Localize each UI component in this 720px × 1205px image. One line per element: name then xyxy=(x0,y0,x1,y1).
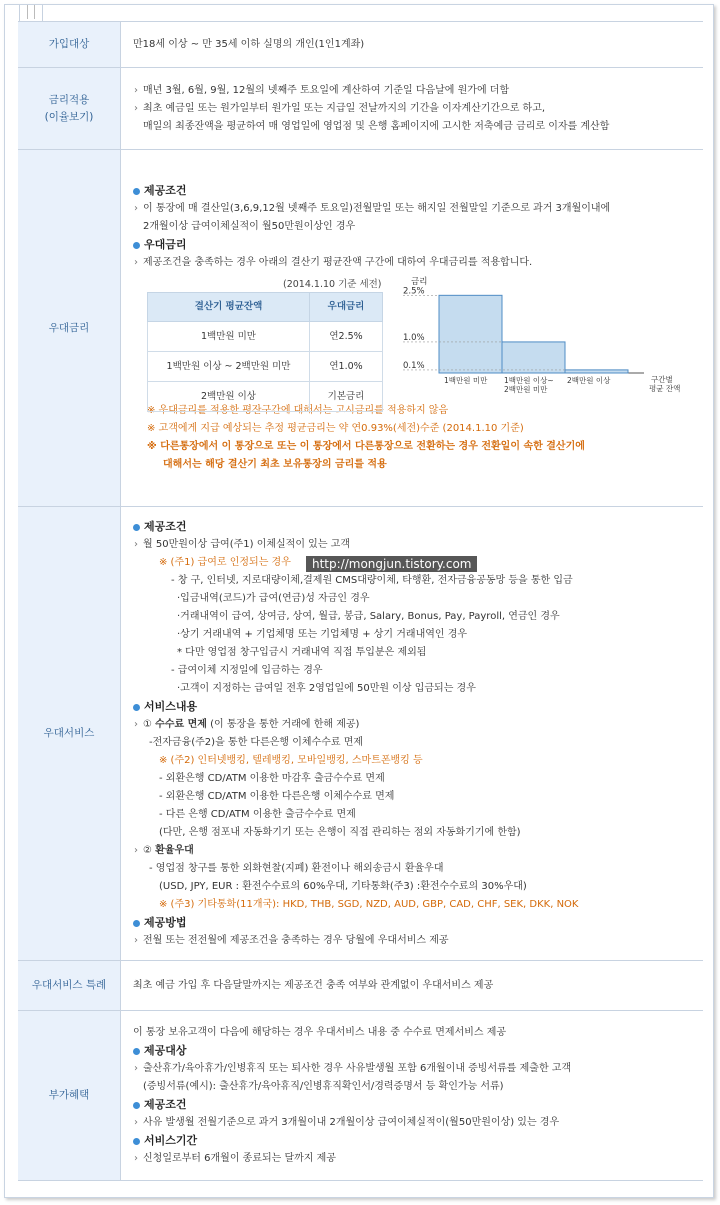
service-line: - 급여이체 지정일에 입금하는 경우 xyxy=(171,664,323,676)
service-line: - 영업점 창구를 통한 외화현찰(지폐) 환전이나 해외송금시 환율우대 xyxy=(149,862,444,874)
row-preferential-rate xyxy=(18,150,703,507)
chart-bar xyxy=(502,342,565,373)
extra-line: › 사유 발생월 전월기준으로 과거 3개월이내 2개월이상 급여이체실적이(월50만원이상) 있는 경우 xyxy=(133,1114,691,1132)
rate-table-caption: (2014.1.10 기준 세전) xyxy=(283,279,382,290)
section-title: 서비스기간 xyxy=(133,1132,691,1150)
service-line: - 외환은행 CD/ATM 이용한 마감후 출금수수료 면제 xyxy=(159,772,385,784)
product-info-table xyxy=(18,21,703,1181)
service-note: ※ (주3) 기타통화(11개국): HKD, THB, SGD, NZD, AUD, GBP, CAD, CHF, SEK, DKK, NOK xyxy=(159,898,579,910)
x-tick-label: 2백만원 미만 xyxy=(504,385,548,394)
service-item-title: 수수료 면제 xyxy=(155,718,207,730)
circled-number: ① xyxy=(143,718,152,730)
service-item-title: 환율우대 xyxy=(155,844,194,856)
service-line: ·고객이 지정하는 급여일 전후 2영업일에 50만원 이상 입금되는 경우 xyxy=(177,682,476,694)
service-line: ·입금내역(코드)가 급여(연금)성 자금인 경우 xyxy=(177,592,370,604)
service-line: - 창 구, 인터넷, 지로대량이체,결제원 CMS대량이체, 타행환, 전자금융공동망 등을 통한 입금 xyxy=(171,574,573,586)
extra-line: (증빙서류(예시): 출산휴가/육아휴직/인병휴직확인서/경력증명서 등 확인가능 서류) xyxy=(143,1080,504,1092)
rate-note: ※ 우대금리를 적용한 평잔구간에 대해서는 고시금리를 적용하지 않음 xyxy=(147,405,449,416)
rate-table-cell: 1백만원 미만 xyxy=(148,322,310,352)
section-title: 제공조건 xyxy=(133,518,691,536)
row-service xyxy=(18,507,703,961)
row-target xyxy=(18,22,703,68)
service-line: -전자금융(주2)을 통한 다른은행 이체수수료 면제 xyxy=(149,736,364,748)
section-title: 제공방법 xyxy=(133,914,691,932)
header-interest-title: 금리적용 xyxy=(48,93,90,106)
rate-table-cell: 연2.5% xyxy=(310,322,383,352)
rate-bar-chart xyxy=(399,276,689,402)
special-text: 최초 예금 가입 후 다음달말까지는 제공조건 충족 여부와 관계없이 우대서비스 제공 xyxy=(121,961,704,1011)
header-special: 우대서비스 특례 xyxy=(18,961,121,1011)
chart-bar xyxy=(565,370,628,373)
rate-table-cell: 2백만원 이상 xyxy=(148,382,310,412)
rate-table-cell: 1백만원 이상 ~ 2백만원 미만 xyxy=(148,352,310,382)
interest-item: 매일의 최종잔액을 평균하여 매 영업일에 영업점 및 은행 홈페이지에 고시한 저축예금 금리로 이자를 계산함 xyxy=(143,120,610,132)
interest-content xyxy=(121,68,704,150)
extra-line: › 신청일로부터 6개월이 종료되는 달까지 제공 xyxy=(133,1150,691,1168)
rate-note: ※ 고객에게 지급 예상되는 추정 평균금리는 약 연0.93%(세전)수준 (2014.1.10 기준) xyxy=(147,423,524,434)
service-line: - 외환은행 CD/ATM 이용한 다른은행 이체수수료 면제 xyxy=(159,790,395,802)
header-service: 우대서비스 xyxy=(18,507,121,961)
y-tick-label: 2.5% xyxy=(403,286,425,297)
section-title: 서비스내용 xyxy=(133,698,691,716)
service-line: › 전월 또는 전전월에 제공조건을 충족하는 경우 당월에 우대서비스 제공 xyxy=(133,932,691,950)
interest-view-link[interactable]: (이율보기) xyxy=(44,110,94,123)
service-item-exchange xyxy=(133,842,691,860)
interest-item: › 매년 3월, 6월, 9월, 12월의 넷째주 토요일에 계산하여 기준일 다음날에 원가에 더함 xyxy=(133,82,691,100)
cond-line: › 이 통장에 매 결산일(3,6,9,12월 넷째주 토요일)전월말일 또는 해지일 전월말일 기준으로 과거 3개월이내에 xyxy=(133,200,691,218)
rate-figure xyxy=(133,276,691,402)
rate-text: › 제공조건을 충족하는 경우 아래의 결산기 평균잔액 구간에 대하여 우대금리를 적용합니다. xyxy=(133,254,691,272)
section-title: 제공조건 xyxy=(133,1096,691,1114)
section-title: 우대금리 xyxy=(133,236,691,254)
header-extra: 부가혜택 xyxy=(18,1011,121,1181)
row-special xyxy=(18,961,703,1011)
x-tick-label: 1백만원 미만 xyxy=(444,376,488,385)
rate-table-cell: 기본금리 xyxy=(310,382,383,412)
header-target: 가입대상 xyxy=(18,22,121,68)
chart-bar xyxy=(439,295,502,373)
circled-number: ② xyxy=(143,844,152,856)
extra-content xyxy=(121,1011,704,1181)
watermark-url: http://mongjun.tistory.com xyxy=(306,556,477,572)
x-tick-label: 1백만원 이상~ xyxy=(504,376,554,385)
rate-note: ※ 다른통장에서 이 통장으로 또는 이 통장에서 다른통장으로 전환하는 경우 전환일이 속한 결산기에 xyxy=(147,441,585,452)
service-line: - 다른 은행 CD/ATM 이용한 출금수수료 면제 xyxy=(159,808,356,820)
y-tick-label: 0.1% xyxy=(403,360,425,371)
preferential-rate-content xyxy=(121,150,704,507)
x-axis-label: 평균 잔액 xyxy=(649,384,681,393)
row-extra xyxy=(18,1011,703,1181)
y-axis-label: 금리 xyxy=(411,277,428,287)
interest-item: › 최초 예금일 또는 원가일부터 원가일 또는 지급일 전날까지의 기간을 이자계산기간으로 하고, xyxy=(133,100,691,118)
extra-line: › 출산휴가/육아휴가/인병휴직 또는 퇴사한 경우 사유발생월 포함 6개월이내 증빙서류를 제출한 고객 xyxy=(133,1060,691,1078)
rate-table-header: 우대금리 xyxy=(310,293,383,322)
service-line: › 월 50만원이상 급여(주1) 이체실적이 있는 고객 xyxy=(133,536,691,554)
extra-intro: 이 통장 보유고객이 다음에 해당하는 경우 우대서비스 내용 중 수수료 면제서비스 제공 xyxy=(133,1026,507,1038)
cond-line: 2개월이상 급여이체실적이 월50만원이상인 경우 xyxy=(143,221,356,232)
service-note: ※ (주1) 급여로 인정되는 경우 xyxy=(159,556,291,568)
rate-table xyxy=(147,292,383,412)
service-item-desc: (이 통장을 통한 거래에 한해 제공) xyxy=(210,718,360,730)
rate-note: 대해서는 해당 결산기 최초 보유통장의 금리를 적용 xyxy=(163,459,387,470)
header-preferential-rate: 우대금리 xyxy=(18,150,121,507)
y-tick-label: 1.0% xyxy=(403,332,425,343)
service-item-fee xyxy=(133,716,691,734)
section-title: 제공조건 xyxy=(133,182,691,200)
x-tick-label: 2백만원 이상 xyxy=(567,376,611,385)
rate-table-header: 결산기 평균잔액 xyxy=(148,293,310,322)
service-line: ·상기 거래내역 + 기업체명 또는 기업체명 + 상기 거래내역인 경우 xyxy=(177,628,468,640)
target-text: 만18세 이상 ~ 만 35세 이하 실명의 개인(1인1계좌) xyxy=(121,22,704,68)
service-line: (다만, 은행 점포내 자동화기기 또는 은행이 직접 관리하는 점외 자동화기기에 한함) xyxy=(159,826,521,838)
service-line: * 다만 영업점 창구입금시 거래내역 직접 투입분은 제외됨 xyxy=(177,646,427,658)
service-note: ※ (주2) 인터넷뱅킹, 텔레뱅킹, 모바일뱅킹, 스마트폰뱅킹 등 xyxy=(159,754,423,766)
section-title: 제공대상 xyxy=(133,1042,691,1060)
x-axis-label: 구간별 xyxy=(651,375,673,384)
service-line: (USD, JPY, EUR : 환전수수료의 60%우대, 기타통화(주3) :환전수수료의 30%우대) xyxy=(159,880,527,892)
row-interest xyxy=(18,68,703,150)
rate-table-cell: 연1.0% xyxy=(310,352,383,382)
header-interest xyxy=(18,68,121,150)
service-line: ·거래내역이 급여, 상여금, 상여, 월급, 봉급, Salary, Bonus, Pay, Payroll, 연금인 경우 xyxy=(177,610,560,622)
service-content xyxy=(121,507,704,961)
